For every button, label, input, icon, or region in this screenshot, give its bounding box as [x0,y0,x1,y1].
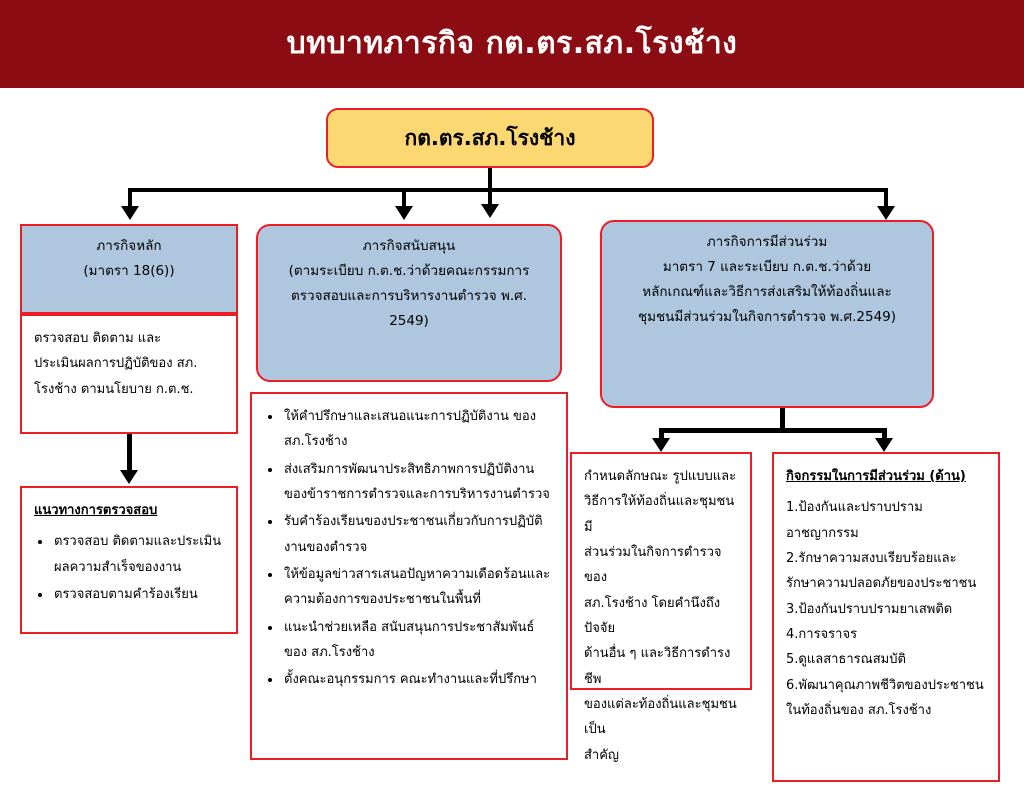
inspection-guideline-box [20,486,238,634]
participation-activity-6: 6.พัฒนาคุณภาพชีวิตของประชาชนในท้องถิ่นของ สภ.โรงช้าง [786,677,984,719]
connector-drop-left [128,188,132,208]
support-mission-body [250,392,568,760]
arrow-center-extra [481,204,499,218]
participation-definition-line-1: กำหนดลักษณะ รูปแบบและ [584,469,737,484]
inspection-guideline-text [22,488,236,619]
connector-root-stem [488,168,492,190]
list-item: • ตรวจสอบ ติดตามและประเมินผลความสำเร็จของงาน [52,529,224,580]
list-item: • ให้คำปรึกษาและเสนอแนะการปฏิบัติงาน ของ สภ.โรงช้าง [282,404,554,455]
support-mission-subtitle-3: 2549) [389,312,429,329]
inspection-guideline-list [34,529,224,607]
participation-mission-subtitle-1: มาตรา 7 และระเบียบ ก.ต.ช.ว่าด้วย [662,258,872,275]
arrow-to-main-mission [121,206,139,220]
main-mission-body-text [22,316,236,412]
participation-definition-line-7: สำคัญ [584,747,620,763]
list-item: • ส่งเสริมการพัฒนาประสิทธิภาพการปฏิบัติงานของข้าราชการตำรวจและการบริหารงานตำรวจ [282,457,554,508]
participation-mission-header-text [602,222,932,336]
participation-definition-line-3: ส่วนร่วมในกิจการตำรวจของ [584,545,722,586]
participation-mission-subtitle-2: หลักเกณฑ์และวิธีการส่งเสริมให้ท้องถิ่นและ [642,283,892,300]
participation-mission-title: ภารกิจการมีส่วนร่วม [706,234,828,250]
participation-activities-title: กิจกรรมในการมีส่วนร่วม (ด้าน) [786,469,966,484]
main-mission-body-line-1: ตรวจสอบ ติดตาม และ [34,331,162,346]
participation-activity-4: 4.การจราจร [786,627,858,643]
header-banner [0,0,1024,88]
connector-participation-stem [780,408,785,430]
connector-horizontal-bus [128,188,888,192]
support-mission-subtitle-1: (ตามระเบียบ ก.ต.ช.ว่าด้วยคณะกรรมการ [288,262,530,279]
main-mission-header-text [22,226,236,290]
list-item: • แนะนำช่วยเหลือ สนับสนุนการประชาสัมพันธ์ของ สภ.โรงช้าง [282,615,554,666]
arrow-main-to-sub [120,470,138,484]
main-mission-body [20,314,238,434]
participation-definition-box [570,452,752,763]
participation-definition-text [572,454,750,778]
support-mission-subtitle-2: ตรวจสอบและการบริหารงานตำรวจ พ.ศ. [290,287,528,304]
page-title: บทบาทภารกิจ กต.ตร.สภ.โรงช้าง [286,26,738,61]
inspection-guideline-title: แนวทางการตรวจสอบ [34,503,158,518]
support-mission-body-text [252,394,566,705]
participation-activities-box [772,452,1000,782]
main-mission-body-line-3: โรงช้าง ตามนโยบาย ก.ต.ช. [34,381,194,397]
main-mission-header [20,224,238,314]
participation-definition-line-6: ของแต่ละท้องถิ่นและชุมชนเป็น [584,697,737,738]
list-item: • รับคำร้องเรียนของประชาชนเกี่ยวกับการปฏิบัติงานของตำรวจ [282,509,554,560]
arrow-to-participation-left [652,438,670,452]
list-item: • ตั้งคณะอนุกรรมการ คณะทำงานและที่ปรึกษา [282,667,554,692]
arrow-to-support-mission [395,206,413,220]
participation-activities-text [774,454,998,733]
participation-definition-line-5: ด้านอื่น ๆ และวิธีการดำรงชีพ [584,646,731,687]
participation-mission-header [600,220,934,408]
participation-mission-subtitle-3: ชุมชนมีส่วนร่วมในกิจการตำรวจ พ.ศ.2549) [637,308,897,325]
support-mission-header [256,224,562,382]
participation-definition-line-4: สภ.โรงช้าง โดยคำนึงถึงปัจจัย [584,595,721,637]
arrow-to-participation-mission [877,206,895,220]
root-node-label: กต.ตร.สภ.โรงช้าง [404,125,576,150]
participation-activity-3: 3.ป้องกันปราบปรามยาเสพติด [786,601,953,617]
main-mission-body-line-2: ประเมินผลการปฏิบัติของ สภ. [34,356,198,372]
support-mission-list [264,404,554,693]
connector-drop-mid [402,188,406,208]
participation-activity-2: 2.รักษาความสงบเรียบร้อยและรักษาความปลอดภัยของประชาชน [786,551,977,592]
support-mission-title: ภารกิจสนับสนุน [362,238,456,254]
main-mission-title: ภารกิจหลัก [96,238,162,254]
connector-main-to-sub [127,434,132,472]
participation-activity-5: 5.ดูแลสาธารณสมบัติ [786,652,906,668]
participation-definition-line-2: วิธีการให้ท้องถิ่นและชุมชนมี [584,494,735,535]
arrow-to-participation-right [875,438,893,452]
main-mission-subtitle: (มาตรา 18(6)) [83,262,175,279]
support-mission-header-text [258,226,560,340]
connector-participation-bus [659,428,887,433]
participation-activity-1: 1.ป้องกันและปราบปรามอาชญากรรม [786,500,923,541]
list-item: • ให้ข้อมูลข่าวสารเสนอปัญหาความเดือดร้อนและความต้องการของประชาชนในพื้นที่ [282,562,554,613]
list-item: • ตรวจสอบตามคำร้องเรียน [52,582,224,607]
root-node [326,108,654,168]
connector-drop-right [884,188,888,208]
